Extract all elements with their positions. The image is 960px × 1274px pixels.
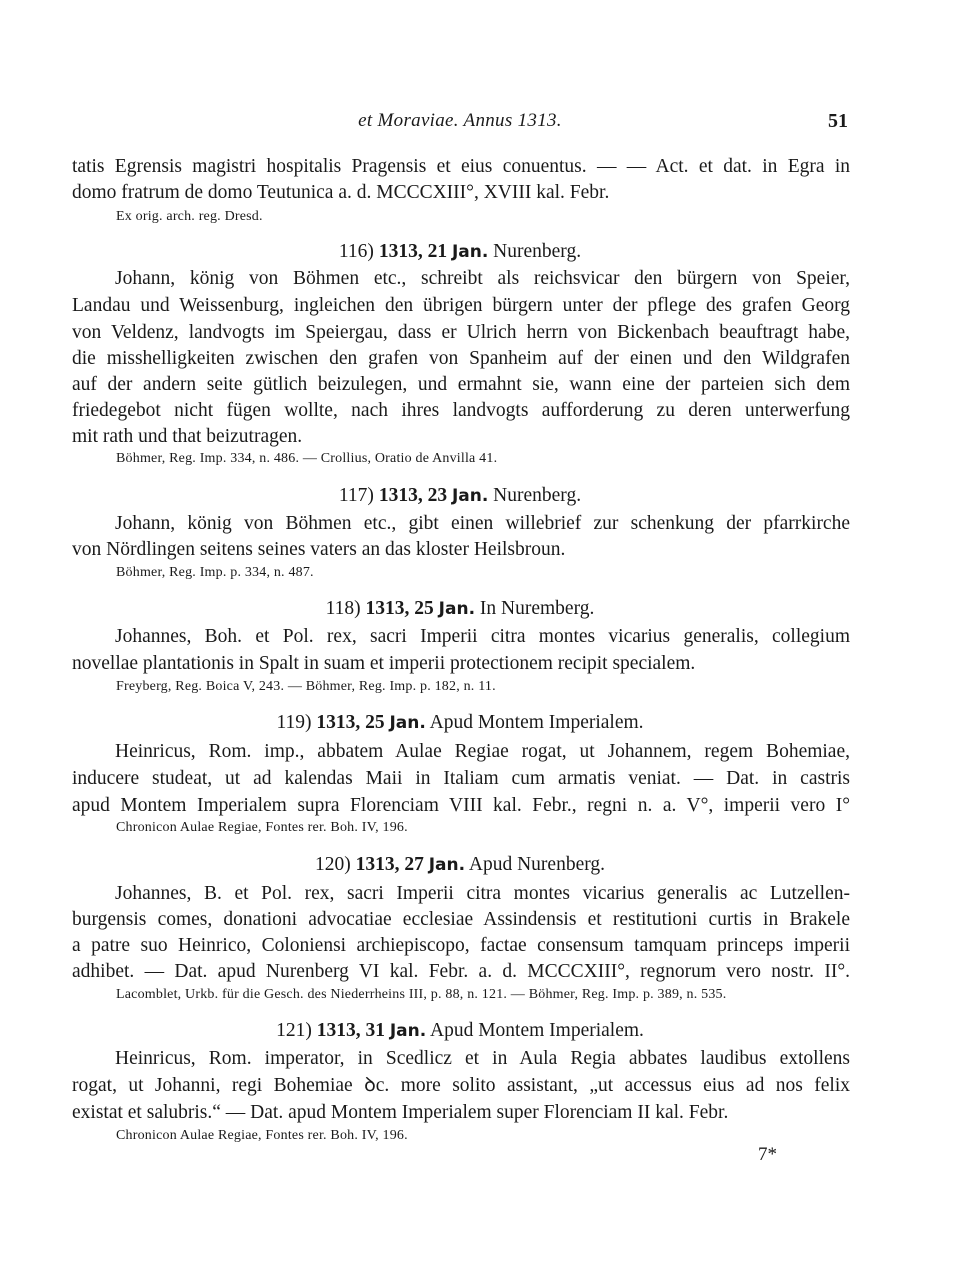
entry-text-line: die misshelligkeiten zwischen den grafen von Spanheim auf der einen und den Wildgrafen	[72, 348, 850, 369]
entry-text-line: burgensis comes, donationi advocatiae ecclesiae Assindensis et restitutioni curtis in Brakele	[72, 909, 850, 930]
entry-date: 1313, 25	[316, 712, 385, 733]
entry-place: Nurenberg.	[493, 241, 582, 262]
entry-place: In Nuremberg.	[479, 598, 595, 619]
entry-source: Chronicon Aulae Regiae, Fontes rer. Boh. IV, 196.	[116, 1128, 408, 1143]
entry-number: 116)	[338, 241, 374, 262]
entry-date: 1313, 31	[316, 1020, 385, 1041]
entry-number: 117)	[338, 485, 374, 506]
entry-month: Jan.	[451, 486, 489, 506]
entry-text-line: existat et salubris.“ — Dat. apud Montem Imperialem super Florenciam II kal. Febr.	[72, 1102, 729, 1123]
entry-text-line: novellae plantationis in Spalt in suam et imperii protectionem recipit specialem.	[72, 653, 696, 674]
entry-number: 121)	[276, 1020, 312, 1041]
entry-source: Böhmer, Reg. Imp. p. 334, n. 487.	[116, 565, 314, 580]
entry-number: 120)	[314, 854, 351, 875]
entry-heading	[70, 239, 850, 265]
entry-heading	[70, 483, 850, 509]
entry-place: Apud Nurenberg.	[468, 854, 606, 875]
entry-text-line: Johannes, Boh. et Pol. rex, sacri Imperii citra montes vicarius generalis, collegium	[115, 626, 850, 647]
entry-text-line: Heinricus, Rom. imperator, in Scedlicz et in Aula Regia abbates laudibus extollens	[115, 1048, 850, 1069]
entry-source: Böhmer, Reg. Imp. 334, n. 486. — Crollius, Oratio de Anvilla 41.	[116, 451, 498, 466]
entry-place: Apud Montem Imperialem.	[429, 712, 644, 733]
entry-heading	[70, 852, 850, 878]
entry-month: Jan.	[389, 713, 426, 733]
entry-date: 1313, 21	[378, 241, 448, 262]
intro-line: domo fratrum de domo Teutunica a. d. MCCCXIII°, XVIII kal. Febr.	[72, 182, 610, 203]
entry-source: Lacomblet, Urkb. für die Gesch. des Niederrheins III, p. 88, n. 121. — Böhmer, Reg. Imp. p. 389, n. 535.	[116, 987, 727, 1002]
entry-number: 119)	[276, 712, 312, 733]
entry-month: Jan.	[438, 599, 476, 619]
entry-text-line: Landau und Weissenburg, ingleichen den übrigen bürgern unter der pflege des grafen Georg	[72, 295, 850, 316]
entry-heading	[70, 1018, 850, 1044]
entry-text-line: von Veldenz, landvogts im Speiergau, dass er Ulrich herrn von Bickenbach beauftragt habe,	[72, 322, 850, 343]
entry-text-line: auf der andern seite gütlich beizulegen, und ermahnt sie, wann eine der parteien sich dem	[72, 374, 850, 395]
entry-number: 118)	[325, 598, 361, 619]
entry-date: 1313, 25	[365, 598, 434, 619]
intro-line: tatis Egrensis magistri hospitalis Pragensis et eius conuentus. — — Act. et dat. in Egra in	[72, 156, 850, 177]
entry-place: Nurenberg.	[493, 485, 582, 506]
entry-text-line: a patre suo Heinrico, Coloniensi archiepiscopo, factae consensum tamquam princeps imperii	[72, 935, 850, 956]
intro-source: Ex orig. arch. reg. Dresd.	[116, 209, 263, 224]
entry-text-line: Heinricus, Rom. imp., abbatem Aulae Regiae rogat, ut Johannem, regem Bohemiae,	[115, 741, 850, 762]
entry-month: Jan.	[451, 242, 489, 262]
entry-text-line: von Nördlingen seitens seines vaters an das kloster Heilsbroun.	[72, 539, 566, 560]
entry-month: Jan.	[389, 1021, 427, 1041]
entry-date: 1313, 27	[355, 854, 424, 875]
entry-text-line: rogat, ut Johanni, regi Bohemiae ꝺc. more solito assistant, „ut accessus eius ad nos felix	[72, 1075, 850, 1096]
page-number: 51	[828, 110, 848, 132]
signature-mark: 7*	[758, 1144, 777, 1165]
entry-text-line: Johannes, B. et Pol. rex, sacri Imperii citra montes vicarius generalis ac Lutzellen-	[115, 883, 850, 904]
entry-place: Apud Montem Imperialem.	[430, 1020, 644, 1041]
running-title: et Moraviae. Annus 1313.	[358, 110, 562, 131]
entry-source: Freyberg, Reg. Boica V, 243. — Böhmer, Reg. Imp. p. 182, n. 11.	[116, 679, 496, 694]
entry-text-line: friedegebot nicht fügen wollte, nach ihres landvogts aufforderung zu deren unterwerfung	[72, 400, 850, 421]
entry-text-line: inducere studeat, ut ad kalendas Maii in Italiam cum armatis veniat. — Dat. in castris	[72, 768, 850, 789]
entry-text-line: Johann, könig von Böhmen etc., gibt einen willebrief zur schenkung der pfarrkirche	[115, 513, 850, 534]
entry-source: Chronicon Aulae Regiae, Fontes rer. Boh. IV, 196.	[116, 820, 408, 835]
entry-text-line: adhibet. — Dat. apud Nurenberg VI kal. Febr. a. d. MCCCXIII°, regnorum vero nostr. II°.	[72, 961, 850, 982]
entry-text-line: Johann, könig von Böhmen etc., schreibt als reichsvicar den bürgern von Speier,	[115, 268, 850, 289]
running-head	[70, 110, 850, 136]
entry-heading	[70, 596, 850, 622]
entry-date: 1313, 23	[378, 485, 448, 506]
entry-month: Jan.	[428, 855, 466, 875]
entry-heading	[70, 710, 850, 736]
entry-text-line: mit rath und that beizutragen.	[72, 426, 303, 447]
entry-text-line: apud Montem Imperialem supra Florenciam VIII kal. Febr., regni n. a. V°, imperii vero I°	[72, 795, 850, 816]
